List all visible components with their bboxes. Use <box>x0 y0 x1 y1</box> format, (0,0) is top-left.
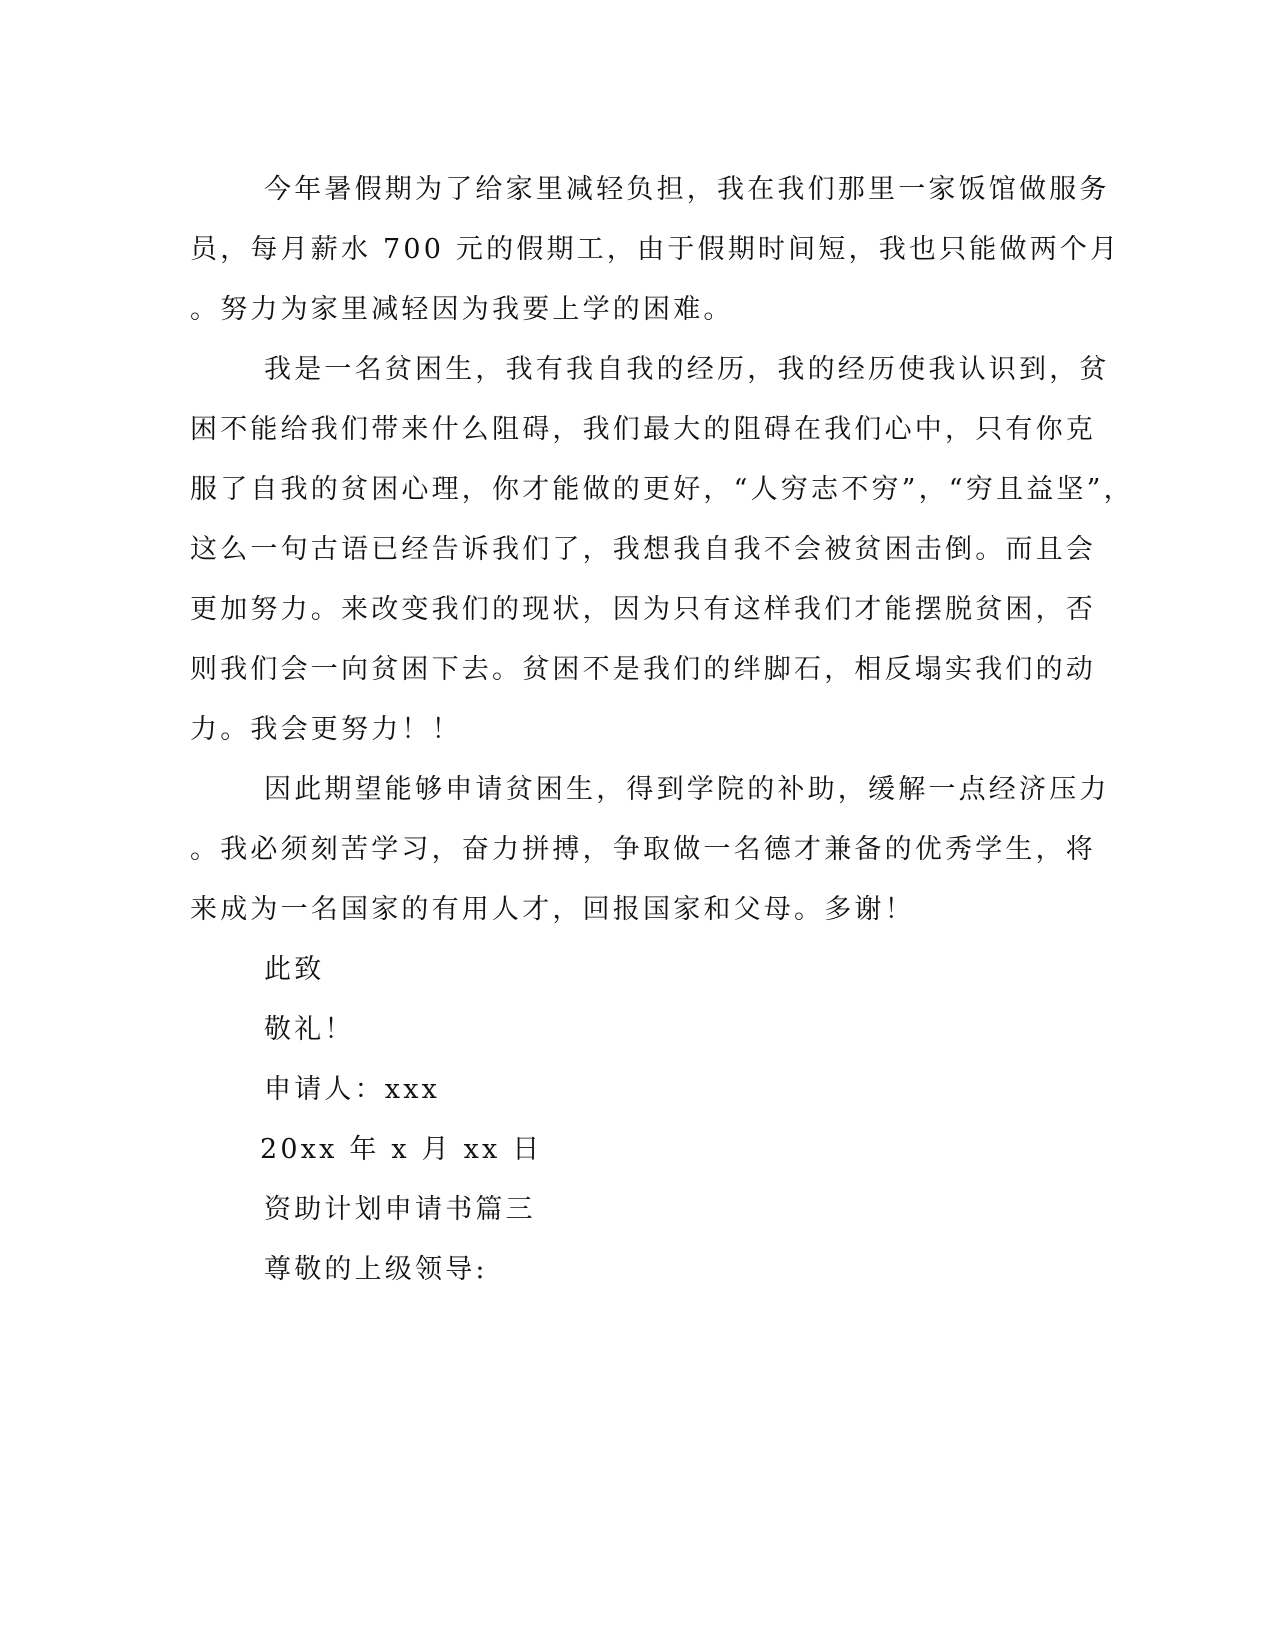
paragraph-2-line-4: 这么一句古语已经告诉我们了，我想我自我不会被贫困击倒。而且会 <box>190 534 1096 565</box>
paragraph-1-line-3: 。努力为家里减轻因为我要上学的困难。 <box>190 294 734 325</box>
paragraph-2-line-5: 更加努力。来改变我们的现状，因为只有这样我们才能摆脱贫困，否 <box>190 594 1096 625</box>
paragraph-1-line-1: 今年暑假期为了给家里减轻负担，我在我们那里一家饭馆做服务 <box>264 174 1110 205</box>
paragraph-3-line-3: 来成为一名国家的有用人才，回报国家和父母。多谢！ <box>190 894 915 925</box>
application-date: 20xx 年 x 月 xx 日 <box>260 1134 543 1165</box>
paragraph-2-line-6: 则我们会一向贫困下去。贫困不是我们的绊脚石，相反塌实我们的动 <box>190 654 1096 685</box>
greeting-line: 尊敬的上级领导: <box>264 1254 488 1285</box>
paragraph-3-line-2: 。我必须刻苦学习，奋力拼搏，争取做一名德才兼备的优秀学生，将 <box>190 834 1096 865</box>
paragraph-2-line-7: 力。我会更努力！！ <box>190 714 462 745</box>
paragraph-1-line-2: 员，每月薪水 700 元的假期工，由于假期时间短，我也只能做两个月 <box>190 234 1121 265</box>
closing-salutation: 此致 <box>264 954 325 985</box>
paragraph-2-line-3: 服了自我的贫困心理，你才能做的更好，“人穷志不穷”，“穷且益坚”， <box>190 474 1134 505</box>
applicant-signature: 申请人：xxx <box>264 1074 441 1105</box>
section-heading: 资助计划申请书篇三 <box>264 1194 536 1225</box>
paragraph-2-line-1: 我是一名贫困生，我有我自我的经历，我的经历使我认识到，贫 <box>264 354 1110 385</box>
paragraph-2-line-2: 困不能给我们带来什么阻碍，我们最大的阻碍在我们心中，只有你克 <box>190 414 1096 445</box>
paragraph-3-line-1: 因此期望能够申请贫困生，得到学院的补助，缓解一点经济压力 <box>264 774 1110 805</box>
closing-regards: 敬礼！ <box>264 1014 355 1045</box>
